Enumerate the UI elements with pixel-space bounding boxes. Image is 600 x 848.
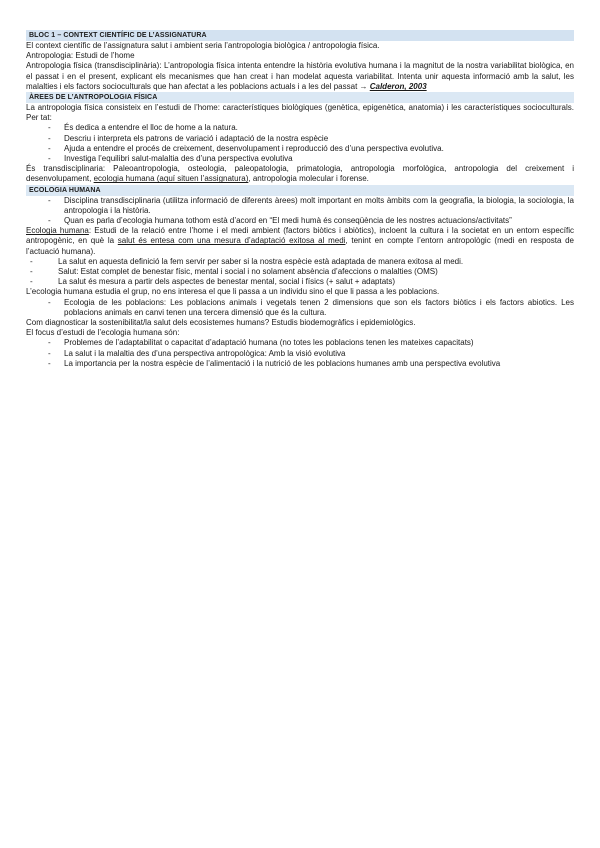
list-item: - És dedica a entendre el lloc de home a la natura. <box>26 123 574 133</box>
ecologia-humana-term: Ecologia humana <box>26 226 89 236</box>
list-item: - La salut i la malaltia des d’una perspectiva antropològica: Amb la visió evolutiva <box>26 349 574 359</box>
list-item: - Investiga l’equilibri salut-malaltia des d’una perspectiva evolutiva <box>26 154 574 164</box>
list-item: - La salut en aquesta definició la fem servir per saber si la nostra espècie està adaptada de manera exitosa al medi. <box>26 257 574 267</box>
section-header-arees: ÀREES DE L’ANTROPOLOGIA FÍSICA <box>26 92 574 103</box>
list-item: - Salut: Estat complet de benestar físic, mental i social i no solament absència d’afeccions o malalties (OMS) <box>26 267 574 277</box>
paragraph-focus: El focus d’estudi de l’ecologia humana són: <box>26 328 180 338</box>
salut-list <box>26 257 574 288</box>
ecologia-list-1 <box>26 196 574 227</box>
list-item: - La salut és mesura a partir dels aspectes de benestar mental, social i físics (+ salut + adaptats) <box>26 277 574 287</box>
transdisciplinaria-text-a: És transdisciplinaria: Paleoantropologia, osteologia, paleopatologia, primatologia, antropologia morfològica, antropologia del creixement i desenvolupament, <box>26 164 574 184</box>
list-item: - Quan es parla d’ecologia humana tothom està d’acord en “El medi humà és conseqüència de les nostres actuacions/activitats” <box>26 216 574 226</box>
section-header-bloc1: BLOC 1 – CONTEXT CIENTÍFIC DE L’ASSIGNATURA <box>26 30 574 41</box>
arees-list <box>26 123 574 164</box>
list-item: - Ajuda a entendre el procés de creixement, desenvolupament i reproducció des d’una perspectiva evolutiva. <box>26 144 574 154</box>
paragraph-ecologia-definition <box>26 226 574 257</box>
paragraph-grup: L’ecologia humana estudia el grup, no ens interesa el que li passa a un individu sino el que li passa a les poblacions. <box>26 287 440 297</box>
list-item: - Descriu i interpreta els patrons de variació i adaptació de la nostra espècie <box>26 134 574 144</box>
list-item: - Ecologia de les poblacions: Les poblacions animals i vegetals tenen 2 dimensions que son els factors biòtics i els factors abiotics. Les poblacions animals en canvi tenen una tercera dimensió que és la cultura. <box>26 298 574 318</box>
ecologia-humana-underlined: ecologia humana (aquí situen l’assignatura) <box>93 174 249 184</box>
paragraph-antropologia: Antropologia: Estudi de l’home <box>26 51 135 61</box>
ecologia-definition-b: , tenint en compte l’entorn antropològic (medi en resposta de l’actuació humana). <box>26 236 574 256</box>
document-content <box>26 30 574 369</box>
list-item: - Disciplina transdisciplinaria (utilitza informació de diferents àrees) molt important en molts àmbits com la geografia, la biologia, la sociologia, la antropologia i la història. <box>26 196 574 216</box>
paragraph-antropologia-fisica <box>26 61 574 92</box>
section-header-ecologia: ECOLOGIA HUMANA <box>26 185 574 196</box>
transdisciplinaria-text-b: , antropologia molecular i forense. <box>248 174 369 184</box>
focus-list <box>26 338 574 369</box>
salut-definition-underlined: salut és entesa com una mesura d’adaptació exitosa al medi <box>117 236 346 246</box>
poblacions-list <box>26 298 574 318</box>
paragraph-context: El context científic de l’assignatura salut i ambient seria l’antropologia biològica / antropologia física. <box>26 41 380 50</box>
ecologia-definition-a: : Estudi de la relació entre l’home i el medi ambient (factors biòtics i abiòtics), incloent la cultura i la societat en un entorn específic antropogènic, en què la <box>26 226 574 246</box>
list-item: - Problemes de l’adaptabilitat o capacitat d’adaptació humana (no totes les poblacions tenen les mateixes capacitats) <box>26 338 574 348</box>
paragraph-arees-intro: La antropologia física consisteix en l’estudi de l’home: característiques biològiques (genètica, epigenètica, anatomia) i les característiques socioculturals. Per tat: <box>26 103 574 123</box>
antropologia-fisica-text: Antropologia física (transdisciplinària): L’antropologia física intenta entendre la història evolutiva humana i la magnitut de la nostra variabilitat biològica, en el passat i en el present, explicant els mecanismes que han creat i han modelat aquesta variabilitat. Intenta unir aquesta informació amb la salut, les malalties i els factors socioculturals que han afectat a les poblacions actuals i a les del passat → <box>26 61 574 91</box>
list-item: - La importancia per la nostra espècie de l’alimentació i la nutrició de les poblacions humanes amb una perspectiva evolutiva <box>26 359 574 369</box>
paragraph-diagnosticar: Com diagnosticar la sostenibilitat/la salut dels ecosistemes humans? Estudis biodemogràfics i epidemiològics. <box>26 318 416 328</box>
paragraph-transdisciplinaria <box>26 164 574 184</box>
citation-calderon: Calderon, 2003 <box>369 81 427 91</box>
